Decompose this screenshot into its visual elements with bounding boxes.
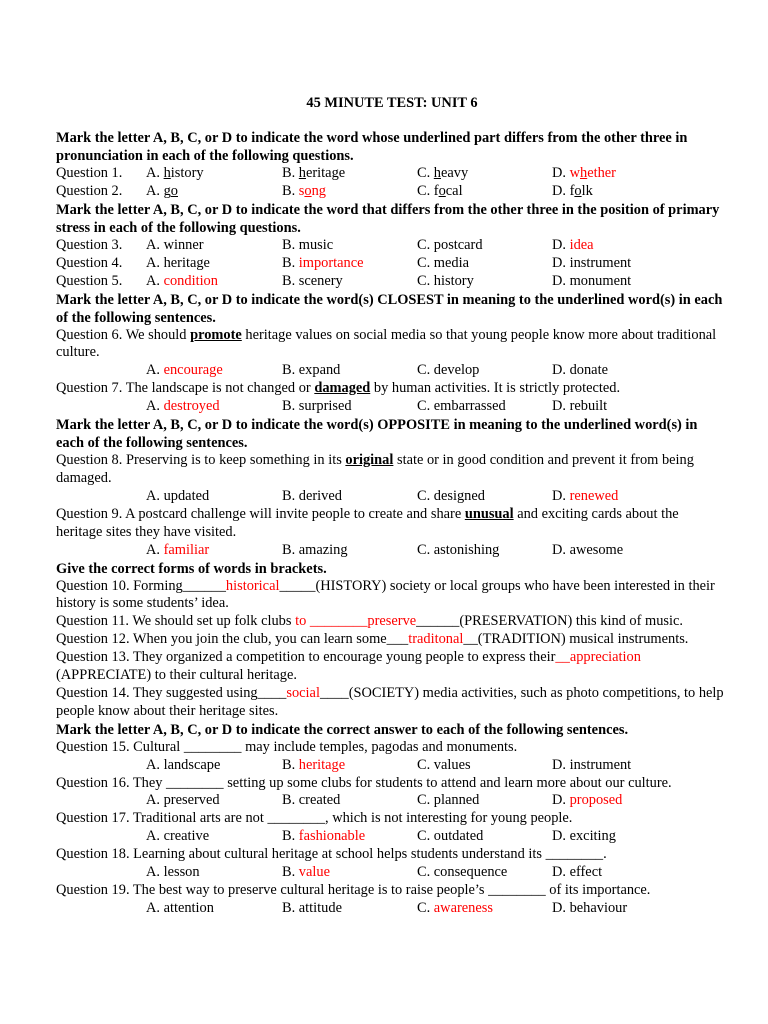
- question-4: [56, 255, 728, 273]
- option-c: C. postcard: [417, 236, 483, 253]
- answer-text: social: [286, 684, 320, 701]
- option-c: C. outdated: [417, 828, 484, 845]
- option-b: B. expand: [282, 362, 341, 379]
- option-a: A. history: [146, 165, 204, 181]
- option-a-answer: A. destroyed: [146, 398, 220, 415]
- option-b-answer: B. song: [282, 182, 326, 199]
- question-label: Question 5.: [56, 272, 123, 289]
- answer-text: __appreciation: [555, 649, 641, 666]
- question-5: [56, 273, 728, 291]
- question-label: Question 3.: [56, 236, 123, 253]
- option-b: B. derived: [282, 487, 342, 504]
- question-7-options: [56, 398, 728, 416]
- instruction-opposite: Mark the letter A, B, C, or D to indicate the word(s) OPPOSITE in meaning to the underlined word(s) in each of the following sentences.: [56, 417, 698, 452]
- question-19: Question 19. The best way to preserve cultural heritage is to raise people’s ________ of its importance.: [56, 882, 651, 898]
- option-c: C. embarrassed: [417, 398, 506, 415]
- question-6-options: [56, 362, 728, 380]
- instruction-stress: Mark the letter A, B, C, or D to indicate the word that differs from the other three in the position of primary stress in each of the following questions.: [56, 201, 720, 236]
- option-a: A. updated: [146, 487, 210, 504]
- option-b: B. heritage: [282, 165, 346, 181]
- option-b: B. attitude: [282, 899, 342, 916]
- question-10: Question 10. Forming______historical_____(HISTORY) society or local groups who have been interested in their history is some students’ idea.: [56, 577, 715, 612]
- option-a-answer: A. condition: [146, 272, 218, 289]
- question-15-options: [56, 757, 728, 775]
- option-a: A. winner: [146, 236, 204, 253]
- question-14: Question 14. They suggested using____social____(SOCIETY) media activities, such as photo competitions, to help people know about their heritage sites.: [56, 684, 724, 719]
- option-d: D. instrument: [552, 756, 632, 773]
- option-d: D. monument: [552, 272, 632, 289]
- option-b: B. surprised: [282, 398, 352, 415]
- option-b: B. scenery: [282, 272, 343, 289]
- question-15: Question 15. Cultural ________ may include temples, pagodas and monuments.: [56, 738, 518, 755]
- option-c: C. history: [417, 272, 474, 289]
- underlined-word: damaged: [314, 380, 371, 397]
- option-d: D. instrument: [552, 254, 632, 271]
- option-d-answer: D. whether: [552, 165, 616, 181]
- option-a: A. preserved: [146, 792, 220, 809]
- question-9-options: [56, 542, 728, 560]
- option-d: D. donate: [552, 362, 608, 379]
- option-a: A. creative: [146, 828, 210, 845]
- option-b-answer: B. fashionable: [282, 828, 366, 845]
- question-label: Question 4.: [56, 254, 123, 271]
- answer-text: traditonal: [408, 631, 464, 648]
- question-18: Question 18. Learning about cultural heritage at school helps students understand its ________.: [56, 846, 607, 863]
- option-d: D. effect: [552, 864, 603, 881]
- option-c: C. develop: [417, 362, 480, 379]
- question-7: Question 7. The landscape is not changed or damaged by human activities. It is strictly protected.: [56, 380, 621, 397]
- question-8: Question 8. Preserving is to keep something in its original state or in good condition and prevent it from being damaged.: [56, 452, 694, 486]
- question-16: Question 16. They ________ setting up some clubs for students to attend and learn more about our culture.: [56, 774, 672, 791]
- question-12: Question 12. When you join the club, you can learn some___traditonal__(TRADITION) musical instruments.: [56, 631, 689, 648]
- option-d: D. exciting: [552, 828, 616, 845]
- option-a-answer: A. familiar: [146, 541, 210, 558]
- question-17-options: [56, 828, 728, 846]
- option-a: A. lesson: [146, 864, 200, 881]
- question-8-options: [56, 488, 728, 506]
- option-a: A. attention: [146, 899, 214, 916]
- underlined-word: unusual: [464, 505, 514, 522]
- question-19-options: [56, 900, 728, 918]
- option-d: D. folk: [552, 182, 593, 199]
- option-b: B. created: [282, 792, 341, 809]
- option-a: A. go: [146, 182, 178, 199]
- question-3: [56, 237, 728, 255]
- option-c: C. media: [417, 254, 469, 271]
- question-label: Question 1.: [56, 165, 123, 181]
- option-c: C. consequence: [417, 864, 508, 881]
- question-6: Question 6. We should promote heritage values on social media so that young people know more about traditional culture.: [56, 326, 717, 361]
- option-b-answer: B. importance: [282, 254, 364, 271]
- option-c: C. astonishing: [417, 541, 500, 558]
- question-9: Question 9. A postcard challenge will invite people to create and share unusual and exciting cards about the heritage sites they have visited.: [56, 505, 679, 540]
- option-c: C. heavy: [417, 165, 469, 181]
- question-18-options: [56, 864, 728, 882]
- answer-text: to ________preserve: [295, 613, 417, 630]
- instruction-word-forms: Give the correct forms of words in brackets.: [56, 560, 327, 577]
- question-11: Question 11. We should set up folk clubs to ________preserve______(PRESERVATION) this kind of music.: [56, 613, 683, 630]
- answer-text: historical: [225, 577, 280, 594]
- option-d: D. behaviour: [552, 899, 628, 916]
- option-d: D. awesome: [552, 541, 624, 558]
- option-b: B. music: [282, 236, 334, 253]
- option-d: D. rebuilt: [552, 398, 608, 415]
- option-a: A. landscape: [146, 756, 221, 773]
- option-c: C. focal: [417, 182, 463, 199]
- instruction-pronunciation: Mark the letter A, B, C, or D to indicate the word whose underlined part differs from the other three in pronunciation in each of the following questions.: [56, 130, 688, 164]
- option-d-answer: D. proposed: [552, 792, 623, 809]
- question-13: Question 13. They organized a competition to encourage young people to express their__appreciation (APPRECIATE) to their cultural heritage.: [56, 649, 641, 684]
- option-a-answer: A. encourage: [146, 362, 223, 379]
- option-b-answer: B. value: [282, 864, 330, 881]
- option-b: B. amazing: [282, 541, 348, 558]
- instruction-multiple-choice: Mark the letter A, B, C, or D to indicate the correct answer to each of the following sentences.: [56, 721, 629, 738]
- question-2: [56, 183, 728, 201]
- question-16-options: [56, 792, 728, 810]
- option-d-answer: D. renewed: [552, 487, 619, 504]
- underlined-word: original: [345, 452, 394, 469]
- option-d-answer: D. idea: [552, 236, 594, 253]
- option-b-answer: B. heritage: [282, 756, 346, 773]
- question-17: Question 17. Traditional arts are not ________, which is not interesting for young people.: [56, 810, 573, 827]
- question-1: [56, 165, 728, 183]
- option-a: A. heritage: [146, 254, 210, 271]
- option-c: C. planned: [417, 792, 480, 809]
- page-title: 45 MINUTE TEST: UNIT 6: [306, 95, 478, 111]
- instruction-closest: Mark the letter A, B, C, or D to indicate the word(s) CLOSEST in meaning to the underlined word(s) in each of the following sentences.: [56, 291, 723, 326]
- worksheet-content: [56, 94, 728, 918]
- option-c-answer: C. awareness: [417, 899, 493, 916]
- option-c: C. values: [417, 756, 471, 773]
- option-c: C. designed: [417, 487, 485, 504]
- question-label: Question 2.: [56, 182, 123, 199]
- underlined-word: promote: [190, 326, 242, 343]
